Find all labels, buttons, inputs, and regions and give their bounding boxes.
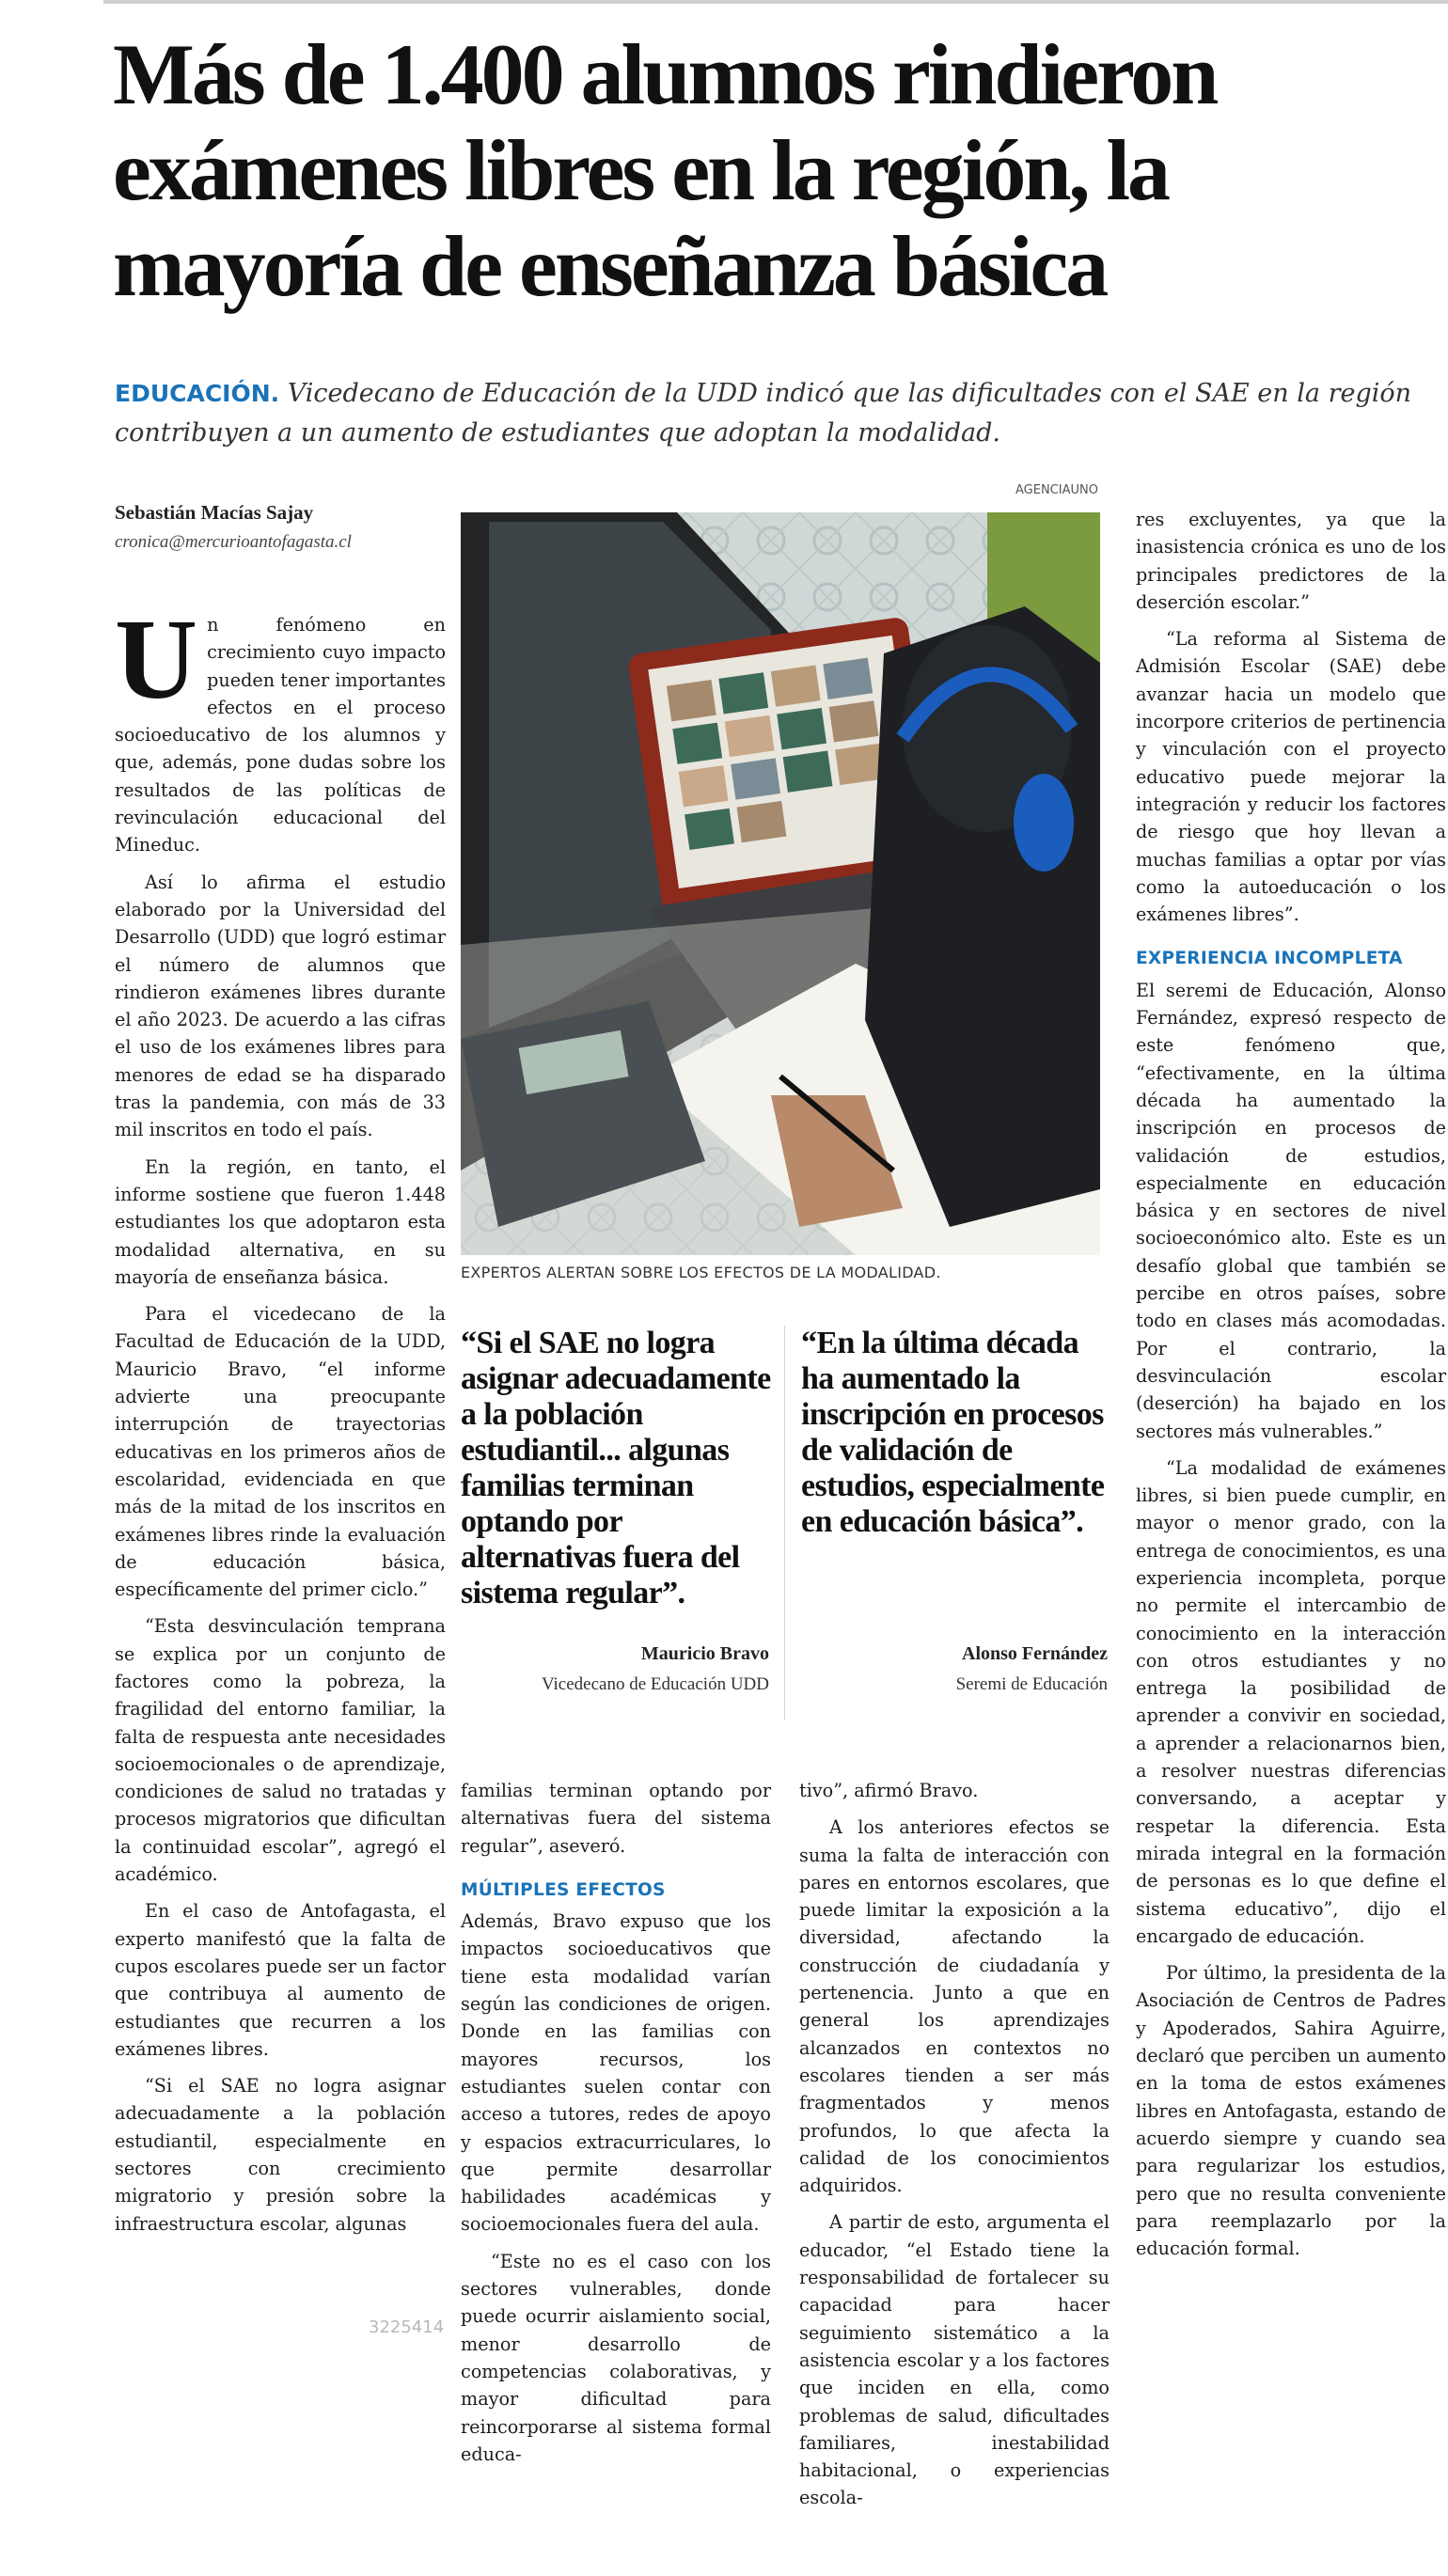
lead bbox=[115, 374, 1431, 453]
quote-separator bbox=[784, 1326, 785, 1720]
top-rule bbox=[103, 0, 1448, 4]
paragraph: res excluyentes, ya que la inasistencia crónica es uno de los principales predictores de la deserción escolar.” bbox=[1136, 509, 1446, 613]
paragraph: En el caso de Antofagasta, el experto manifestó que la falta de cupos escolares puede ser un factor que contribuya al aumento de estudiantes que recurren a los exámenes libres. bbox=[115, 1900, 446, 2060]
photo-credit: AGENCIAUNO bbox=[1015, 483, 1098, 497]
body-column-1 bbox=[115, 596, 447, 2247]
paragraph: Así lo afirma el estudio elaborado por la Universidad del Desarrollo (UDD) que logró estimar el número de alumnos que rindieron exámenes libres durante el año 2023. De acuerdo a las cifras el uso de los exámenes libres para menores de edad se ha disparado tras la pandemia, con más de 33 mil inscritos en todo el país. bbox=[115, 871, 446, 1141]
paragraph: “Este no es el caso con los sectores vulnerables, donde puede ocurrir aislamiento social, menor desarrollo de competencias colaborativas, y mayor dificultad para reincorporarse al sistema formal educa- bbox=[461, 2250, 771, 2465]
paragraph: “La reforma al Sistema de Admisión Escolar (SAE) debe avanzar hacia un modelo que incorpore criterios de pertinencia y vinculación con el proyecto educativo puede mejorar la integración y reducir los factores de riesgo que hoy llevan a muchas familias a optar por vías como la autoeducación o los exámenes libres”. bbox=[1136, 628, 1446, 926]
paragraph: “La modalidad de exámenes libres, si bien puede cumplir, en mayor o menor grado, con la entrega de conocimientos, es una experiencia incompleta, porque no permite el intercambio de conocimiento en la interacción con otros estudiantes y no entrega la posibilidad de aprender a convivir en sociedad, a aprender a relacionarnos bien, a resolver nuestras diferencias conversando, a aceptar y respetar la diferencia. Esta mirada integral en la formación de personas es lo que define el sistema educativo”, dijo el encargado de educación. bbox=[1136, 1456, 1446, 1947]
photo-illustration bbox=[461, 512, 1100, 1255]
pull-quote-2: “En la última década ha aumentado la inscripción en procesos de validación de estudios, especialmente en educación básica”. bbox=[801, 1326, 1105, 1539]
headline: Más de 1.400 alumnos rindieron exámenes libres en la región, la mayoría de enseñanza básica bbox=[113, 26, 1217, 314]
paragraph: Además, Bravo expuso que los impactos socioeducativos que tiene esta modalidad varían según las condiciones de origen. Donde en las familias con mayores recursos, los estudiantes suelen contar con acceso a tutores, redes de apoyo y espacios extracurriculares, lo que permite desarrollar habilidades académicas y socioemocionales fuera del aula. bbox=[461, 1910, 771, 2236]
paragraph: “Esta desvinculación temprana se explica por un conjunto de factores como la pobreza, la fragilidad del entorno familiar, la falta de respuesta ante necesidades socioemocionales o de aprendizaje, condiciones de salud no tratadas y procesos migratorios que dificultan la continuidad escolar”, agregó el académico. bbox=[115, 1615, 446, 1886]
section-label: EDUCACIÓN. bbox=[115, 380, 280, 407]
drop-cap: U bbox=[115, 596, 198, 723]
quote-author-role: Seremi de Educación bbox=[955, 1674, 1108, 1694]
author-name: Sebastián Macías Sajay bbox=[115, 501, 314, 524]
watermark-id: 3225414 bbox=[369, 2317, 445, 2337]
photo-caption: EXPERTOS ALERTAN SOBRE LOS EFECTOS DE LA MODALIDAD. bbox=[461, 1264, 941, 1281]
body-column-3 bbox=[799, 1777, 1110, 2521]
paragraph: familias terminan optando por alternativas fuera del sistema regular”, aseveró. bbox=[461, 1780, 771, 1857]
quote-attribution-1 bbox=[459, 1643, 769, 1695]
author-email[interactable]: cronica@mercurioantofagasta.cl bbox=[115, 532, 352, 552]
paragraph: El seremi de Educación, Alonso Fernández, expresó respecto de este fenómeno que, “efectivamente, en la última década ha aumentado la inscripción en procesos de validación de estudios, especialmente en educación básica y en sectores de nivel socioeconómico alto. Este es un desafío global que también se percibe en otros países, sobre todo en clases más acomodadas. Por el contrario, la desvinculación escolar (deserción) ha bajado en los sectores más vulnerables.” bbox=[1136, 979, 1446, 1442]
paragraph: Por último, la presidenta de la Asociación de Centros de Padres y Apoderados, Sahira Aguirre, declaró que perciben un aumento en la toma de estos exámenes libres en Antofagasta, estando de acuerdo siempre y cuando sea para regularizar los estudios, pero que no resulta conveniente para reemplazarlo por la educación formal. bbox=[1136, 1962, 1446, 2260]
article-photo bbox=[461, 512, 1100, 1255]
body-column-2 bbox=[461, 1777, 771, 2477]
subheading-multiple-effects: MÚLTIPLES EFECTOS bbox=[461, 1879, 666, 1900]
pull-quote-1: “Si el SAE no logra asignar adecuadamente a la población estudiantil... algunas familias terminan optando por alternativas fuera del sistema regular”. bbox=[461, 1326, 771, 1610]
paragraph: En la región, en tanto, el informe sostiene que fueron 1.448 estudiantes los que adoptaron esta modalidad alternativa, en su mayoría de enseñanza básica. bbox=[115, 1155, 446, 1288]
subheading-incomplete-experience: EXPERIENCIA INCOMPLETA bbox=[1136, 949, 1403, 969]
paragraph: A partir de esto, argumenta el educador, “el Estado tiene la responsabilidad de fortalecer su capacidad para hacer seguimiento sistemático a la asistencia escolar y a los factores que inciden en ella, como problemas de salud, dificultades familiares, inestabilidad habitacional, o experiencias escola- bbox=[799, 2211, 1110, 2509]
headphones bbox=[1014, 774, 1074, 872]
quote-attribution-2 bbox=[797, 1643, 1108, 1695]
paragraph: “Si el SAE no logra asignar adecuadamente a la población estudiantil, especialmente en sectores con crecimiento migratorio y presión sobre la infraestructura escolar, algunas bbox=[115, 2075, 446, 2235]
body-column-4 bbox=[1136, 506, 1446, 2271]
byline bbox=[115, 501, 453, 553]
lead-text: Vicedecano de Educación de la UDD indicó que las dificultades con el SAE en la región contribuyen a un aumento de estudiantes que adoptan la modalidad. bbox=[115, 379, 1412, 448]
paragraph: A los anteriores efectos se suma la falta de interacción con pares en entornos escolares, que puede limitar la exposición a la diversidad, afectando la construcción de ciudadanía y pertenencia. Junto a que en general los aprendizajes alcanzados en contextos no escolares tienden a ser más fragmentados y menos profundos, lo que afecta la calidad de los conocimientos adquiridos. bbox=[799, 1816, 1110, 2197]
first-paragraph bbox=[115, 596, 447, 859]
quote-author-name: Alonso Fernández bbox=[962, 1643, 1108, 1664]
paragraph-text: n fenómeno en crecimiento cuyo impacto pueden tener importantes efectos en el proceso socioeducativo de los alumnos y que, además, pone dudas sobre los resultados de las políticas de revinculación educacional del Mineduc. bbox=[115, 614, 447, 856]
quote-author-role: Vicedecano de Educación UDD bbox=[541, 1674, 769, 1694]
paragraph: tivo”, afirmó Bravo. bbox=[799, 1780, 979, 1801]
quote-author-name: Mauricio Bravo bbox=[640, 1643, 769, 1664]
paragraph: Para el vicedecano de la Facultad de Educación de la UDD, Mauricio Bravo, “el informe advierte una preocupante interrupción de trayectorias educativas en los primeros años de escolaridad, evidenciada en que más de la mitad de los inscritos en exámenes libres rinde la evaluación de educación básica, específicamente del primer ciclo.” bbox=[115, 1303, 446, 1601]
